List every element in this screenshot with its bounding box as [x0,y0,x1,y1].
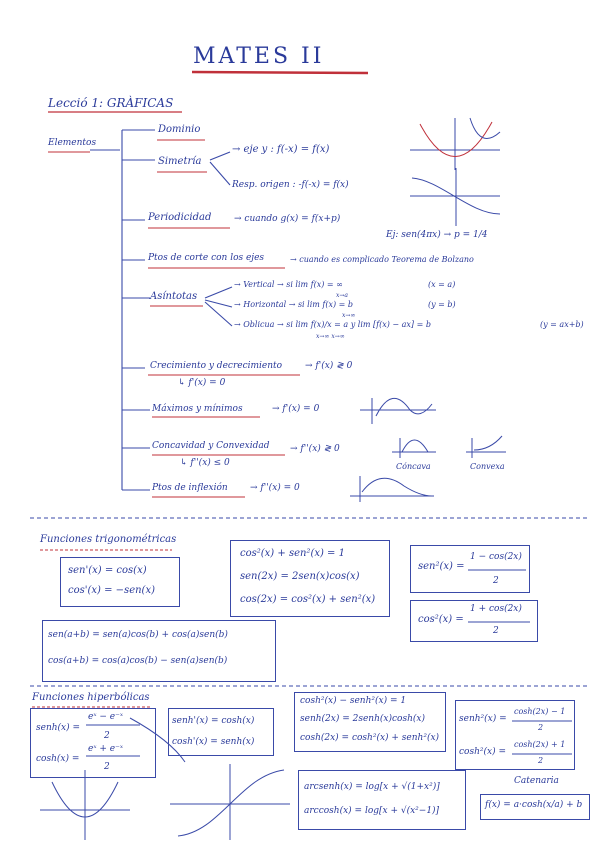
concavity-sub: ↳ f''(x) ≤ 0 [180,458,230,468]
cuts-rule: → cuando es complicado Teorema de Bolzano [290,255,474,264]
arcsenh-formula: arcsenh(x) = log[x + √(1+x²)] [304,782,440,792]
periodicity-label: Periodicidad [148,212,212,223]
sin-squared-num: 1 − cos(2x) [470,552,522,562]
symmetry-label: Simetría [158,156,202,167]
hyper-identity-3: cosh(2x) = cosh²(x) + senh²(x) [300,733,440,743]
trig-identity-1: cos²(x) + sen²(x) = 1 [240,548,345,559]
asymptote-horizontal-result: (y = b) [428,300,456,309]
catenary-heading: Catenaria [514,776,559,786]
inflection-rule: → f''(x) = 0 [250,483,300,493]
sin-squared-den: 2 [493,576,499,586]
senh-squared-num: cosh(2x) − 1 [514,707,566,716]
sin-squared-lhs: sen²(x) = [418,561,465,572]
asymptote-vertical-sub: x→a [336,292,348,299]
concave-caption: Cóncava [396,462,431,471]
deriv-sin: sen'(x) = cos(x) [68,565,147,576]
cosh-squared-lhs: cosh²(x) = [459,747,506,757]
hyper-identity-1: cosh²(x) − senh²(x) = 1 [300,696,407,706]
cosh-squared-den: 2 [538,756,544,765]
extrema-label: Máximos y mínimos [152,404,243,414]
extrema-rule: → f'(x) = 0 [272,404,320,414]
cosh-squared-num: cosh(2x) + 1 [514,740,566,749]
asymptote-horizontal-sub: x→∞ [342,312,356,319]
trig-heading: Funciones trigonométricas [40,534,177,545]
catenary-formula: f(x) = a·cosh(x/a) + b [485,800,583,810]
page-title: MATES II [193,44,325,69]
asymptotes-label: Asíntotas [150,291,198,302]
growth-label: Crecimiento y decrecimiento [150,361,283,371]
domain-label: Dominio [158,124,201,135]
growth-sub: ↳ f'(x) = 0 [178,378,226,388]
hyper-heading: Funciones hiperbólicas [32,692,150,703]
inflection-label: Ptos de inflexión [152,483,228,493]
tree-root-label: Elementos [48,138,97,148]
senh-squared-lhs: senh²(x) = [459,714,507,724]
senh-squared-den: 2 [538,723,544,732]
asymptote-oblique-result: (y = ax+b) [540,320,584,329]
trig-identity-2: sen(2x) = 2sen(x)cos(x) [240,571,360,582]
concavity-rule: → f''(x) ≷ 0 [290,444,340,454]
symmetry-axis-rule: → eje y : f(-x) = f(x) [232,144,330,155]
asymptote-oblique-sub: x→∞ x→∞ [316,333,345,340]
cosh-num: eˣ + e⁻ˣ [88,744,124,754]
lesson-heading: Lecció 1: GRÀFICAS [48,96,174,110]
senh-num: eˣ − e⁻ˣ [88,712,124,722]
senh-den: 2 [104,731,110,741]
growth-rule: → f'(x) ≷ 0 [305,361,353,371]
cosh-lhs: cosh(x) = [36,754,80,764]
periodicity-example: Ej: sen(4πx) → p = 1/4 [386,230,488,240]
cos-squared-lhs: cos²(x) = [418,614,464,625]
deriv-senh: senh'(x) = cosh(x) [172,716,255,726]
arccosh-formula: arccosh(x) = log[x + √(x²−1)] [304,806,440,816]
cuts-label: Ptos de corte con los ejes [148,253,265,263]
asymptote-vertical: → Vertical → si lim f(x) = ∞ [234,280,343,289]
periodicity-rule: → cuando g(x) = f(x+p) [234,214,341,224]
asymptote-vertical-result: (x = a) [428,280,456,289]
cosh-den: 2 [104,762,110,772]
symmetry-origin-rule: Resp. origen : -f(-x) = f(x) [232,180,349,190]
hyper-identity-2: senh(2x) = 2senh(x)cosh(x) [300,714,425,724]
trig-sum-1: sen(a+b) = sen(a)cos(b) + cos(a)sen(b) [48,630,228,640]
trig-sum-2: cos(a+b) = cos(a)cos(b) − sen(a)sen(b) [48,656,228,666]
cos-squared-den: 2 [493,626,499,636]
concavity-label: Concavidad y Convexidad [152,441,270,451]
asymptote-oblique: → Oblicua → si lim f(x)/x = a y lim [f(x) − ax] = b [234,320,431,329]
senh-lhs: senh(x) = [36,723,81,733]
trig-identity-3: cos(2x) = cos²(x) + sen²(x) [240,594,376,605]
cos-squared-num: 1 + cos(2x) [470,604,522,614]
convex-caption: Convexa [470,462,505,471]
deriv-cos: cos'(x) = −sen(x) [68,585,155,596]
deriv-cosh: cosh'(x) = senh(x) [172,737,255,747]
asymptote-horizontal: → Horizontal → si lim f(x) = b [234,300,354,309]
